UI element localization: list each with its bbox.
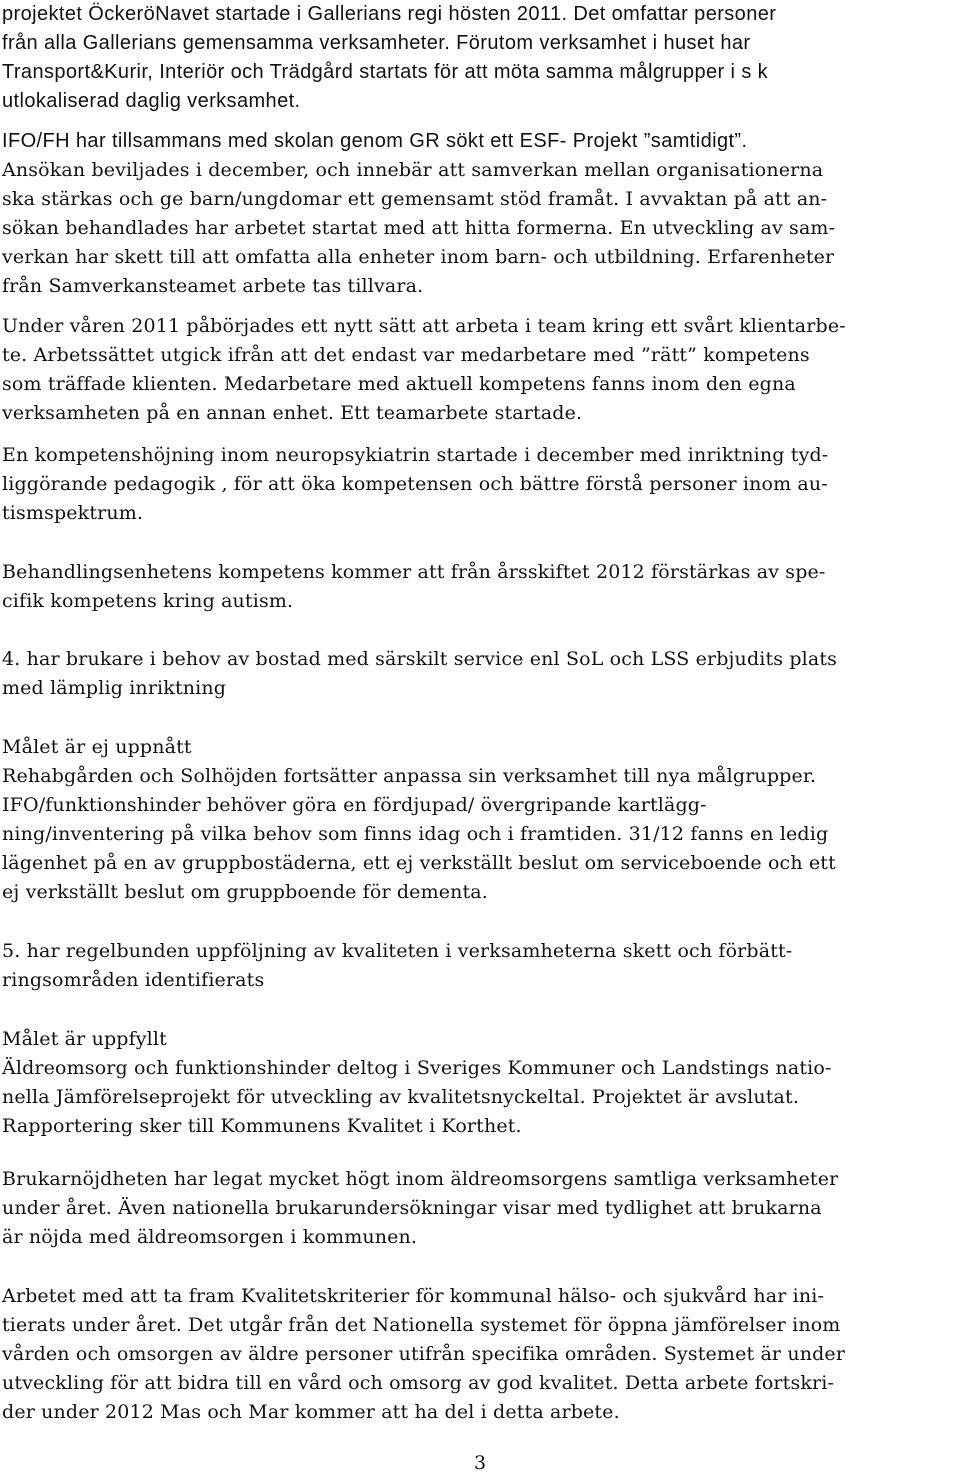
text-line: vården och omsorgen av äldre personer utifrån specifika områden. Systemet är under [2,1343,846,1365]
text-line: nella Jämförelseprojekt för utveckling av kvalitetsnyckeltal. Projektet är avslutat. [2,1086,800,1108]
text-line: från alla Gallerians gemensamma verksamheter. Förutom verksamhet i huset har [2,32,751,54]
text-line: Rapportering sker till Kommunens Kvalitet i Korthet. [2,1115,522,1137]
text-line: Ansökan beviljades i december, och innebär att samverkan mellan organisationerna [2,159,824,181]
text-line: cifik kompetens kring autism. [2,590,294,612]
text-line: Behandlingsenhetens kompetens kommer att från årsskiftet 2012 förstärkas av spe- [2,561,826,583]
text-line: ska stärkas och ge barn/ungdomar ett gemensamt stöd framåt. I avvaktan på att an- [2,188,828,210]
text-line: utlokaliserad daglig verksamhet. [2,90,301,112]
text-line: tismspektrum. [2,502,144,524]
text-line: ringsområden identifierats [2,969,265,991]
text-line: Brukarnöjdheten har legat mycket högt inom äldreomsorgens samtliga verksamheter [2,1168,839,1190]
text-line: Under våren 2011 påbörjades ett nytt sätt att arbeta i team kring ett svårt klientarbe- [2,315,846,337]
text-line: sökan behandlades har arbetet startat med att hitta formerna. En utveckling av sam- [2,217,836,239]
text-line: är nöjda med äldreomsorgen i kommunen. [2,1226,418,1248]
text-line: 5. har regelbunden uppföljning av kvaliteten i verksamheterna skett och förbätt- [2,940,793,962]
text-line: från Samverkansteamet arbete tas tillvara. [2,275,424,297]
text-line: Målet är uppfyllt [2,1028,167,1050]
text-line: te. Arbetssättet utgick ifrån att det endast var medarbetare med ”rätt” kompetens [2,344,810,366]
text-line: ej verkställt beslut om gruppboende för dementa. [2,881,488,903]
page-number: 3 [473,1452,487,1474]
text-line: Transport&Kurir, Interiör och Trädgård startats för att möta samma målgrupper i s k [2,61,769,83]
text-line: utveckling för att bidra till en vård och omsorg av god kvalitet. Detta arbete fortskri- [2,1372,835,1394]
text-line: der under 2012 Mas och Mar kommer att ha del i detta arbete. [2,1401,620,1423]
text-line: med lämplig inriktning [2,677,227,699]
text-line: ning/inventering på vilka behov som finns idag och i framtiden. 31/12 fanns en ledig [2,823,829,845]
text-line: verksamheten på en annan enhet. Ett teamarbete startade. [2,402,583,424]
text-line: lägenhet på en av gruppbostäderna, ett ej verkställt beslut om serviceboende och ett [2,852,836,874]
text-line: liggörande pedagogik , för att öka kompetensen och bättre förstå personer inom au- [2,473,828,495]
text-line: verkan har skett till att omfatta alla enheter inom barn- och utbildning. Erfarenheter [2,246,835,268]
text-line: Arbetet med att ta fram Kvalitetskriterier för kommunal hälso- och sjukvård har ini- [2,1285,825,1307]
text-line: som träffade klienten. Medarbetare med aktuell kompetens fanns inom den egna [2,373,796,395]
text-line: under året. Även nationella brukarundersökningar visar med tydlighet att brukarna [2,1197,822,1219]
text-line: IFO/funktionshinder behöver göra en fördjupad/ övergripande kartlägg- [2,794,707,816]
text-line: projektet ÖckeröNavet startade i Gallerians regi hösten 2011. Det omfattar personer [2,3,777,25]
text-line: Rehabgården och Solhöjden fortsätter anpassa sin verksamhet till nya målgrupper. [2,765,817,787]
text-line: Målet är ej uppnått [2,736,192,758]
text-line: En kompetenshöjning inom neuropsykiatrin startade i december med inriktning tyd- [2,444,829,466]
text-line: Äldreomsorg och funktionshinder deltog i Sveriges Kommuner och Landstings natio- [2,1057,832,1079]
text-line: tierats under året. Det utgår från det Nationella systemet för öppna jämförelser inom [2,1314,841,1336]
text-line: IFO/FH har tillsammans med skolan genom GR sökt ett ESF- Projekt ”samtidigt”. [2,130,748,152]
text-line: 4. har brukare i behov av bostad med särskilt service enl SoL och LSS erbjudits plats [2,648,838,670]
